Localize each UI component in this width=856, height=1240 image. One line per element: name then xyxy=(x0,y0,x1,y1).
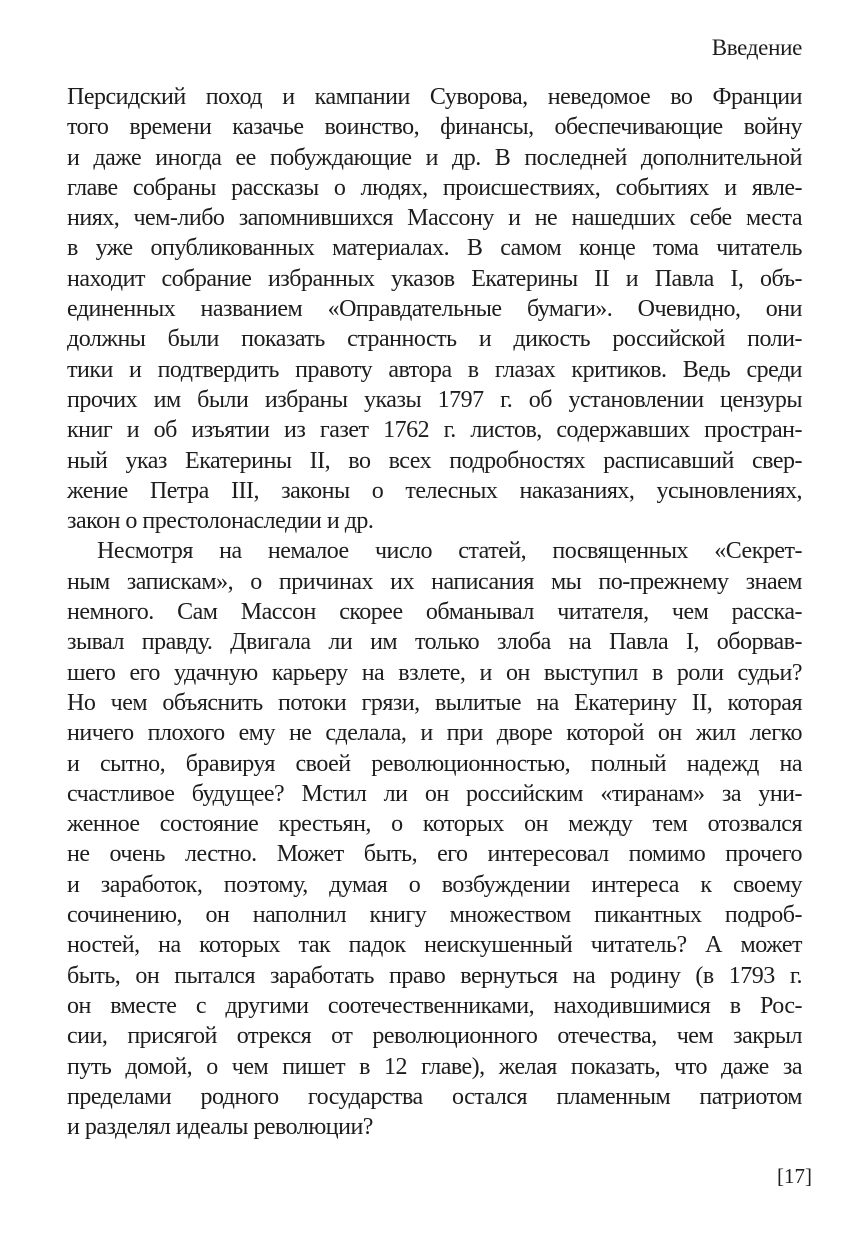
text-line: сии, присягой отрекся от революционного отечества, чем закрыл xyxy=(67,1023,802,1050)
text-line: закон о престолонаследии и др. xyxy=(67,508,374,535)
text-line: ниях, чем-либо запомнившихся Массону и не нашедших себе места xyxy=(67,205,802,232)
text-block xyxy=(67,82,802,1142)
text-line: ностей, на которых так падок неискушенный читатель? А может xyxy=(67,932,802,959)
text-line: быть, он пытался заработать право вернуться на родину (в 1793 г. xyxy=(67,962,802,989)
text-line: путь домой, о чем пишет в 12 главе), желая показать, что даже за xyxy=(67,1053,802,1080)
text-line: Но чем объяснить потоки грязи, вылитые на Екатерину II, которая xyxy=(67,689,802,716)
text-line: в уже опубликованных материалах. В самом конце тома читатель xyxy=(67,235,802,262)
text-line: не очень лестно. Может быть, его интересовал помимо прочего xyxy=(67,841,802,868)
text-line: немного. Сам Массон скорее обманывал читателя, чем расска- xyxy=(67,599,802,626)
text-line: прочих им были избраны указы 1797 г. об установлении цензуры xyxy=(67,386,802,413)
text-line: и заработок, поэтому, думая о возбуждении интереса к своему xyxy=(67,871,802,898)
text-line: сочинению, он наполнил книгу множеством пикантных подроб- xyxy=(67,902,802,929)
page-number: [17] xyxy=(777,1164,812,1188)
text-line: должны были показать странность и дикость российской поли- xyxy=(67,326,802,353)
paragraph xyxy=(67,536,802,1142)
text-line: ным запискам», о причинах их написания мы по-прежнему знаем xyxy=(67,568,802,595)
text-line: счастливое будущее? Мстил ли он российским «тиранам» за уни- xyxy=(67,780,802,807)
text-line: жение Петра III, законы о телесных наказаниях, усыновлениях, xyxy=(67,477,802,504)
text-line: и разделял идеалы революции? xyxy=(67,1114,373,1141)
paragraph xyxy=(67,82,802,536)
text-line: главе собраны рассказы о людях, происшествиях, событиях и явле- xyxy=(67,174,802,201)
text-line: того времени казачье воинство, финансы, обеспечивающие войну xyxy=(67,114,802,141)
text-line: зывал правду. Двигала ли им только злоба на Павла I, оборвав- xyxy=(67,629,802,656)
text-line: шего его удачную карьеру на взлете, и он выступил в роли судьи? xyxy=(67,659,802,686)
text-line: ный указ Екатерины II, во всех подробностях расписавший свер- xyxy=(67,447,802,474)
text-line: и даже иногда ее побуждающие и др. В последней дополнительной xyxy=(67,144,802,171)
text-line: он вместе с другими соотечественниками, находившимися в Рос- xyxy=(67,992,802,1019)
text-line: и сытно, бравируя своей революционностью, полный надежд на xyxy=(67,750,802,777)
text-line: единенных названием «Оправдательные бумаги». Очевидно, они xyxy=(67,296,802,323)
text-line: женное состояние крестьян, о которых он между тем отозвался xyxy=(67,811,802,838)
text-line: Несмотря на немалое число статей, посвященных «Секрет- xyxy=(97,538,802,565)
text-line: ничего плохого ему не сделала, и при дворе которой он жил легко xyxy=(67,720,802,747)
text-line: находит собрание избранных указов Екатерины II и Павла I, объ- xyxy=(67,265,802,292)
text-line: книг и об изъятии из газет 1762 г. листов, содержавших простран- xyxy=(67,417,802,444)
text-line: пределами родного государства остался пламенным патриотом xyxy=(67,1083,802,1110)
running-header: Введение xyxy=(711,35,802,60)
text-line: тики и подтвердить правоту автора в глазах критиков. Ведь среди xyxy=(67,356,802,383)
text-line: Персидский поход и кампании Суворова, неведомое во Франции xyxy=(67,84,802,110)
